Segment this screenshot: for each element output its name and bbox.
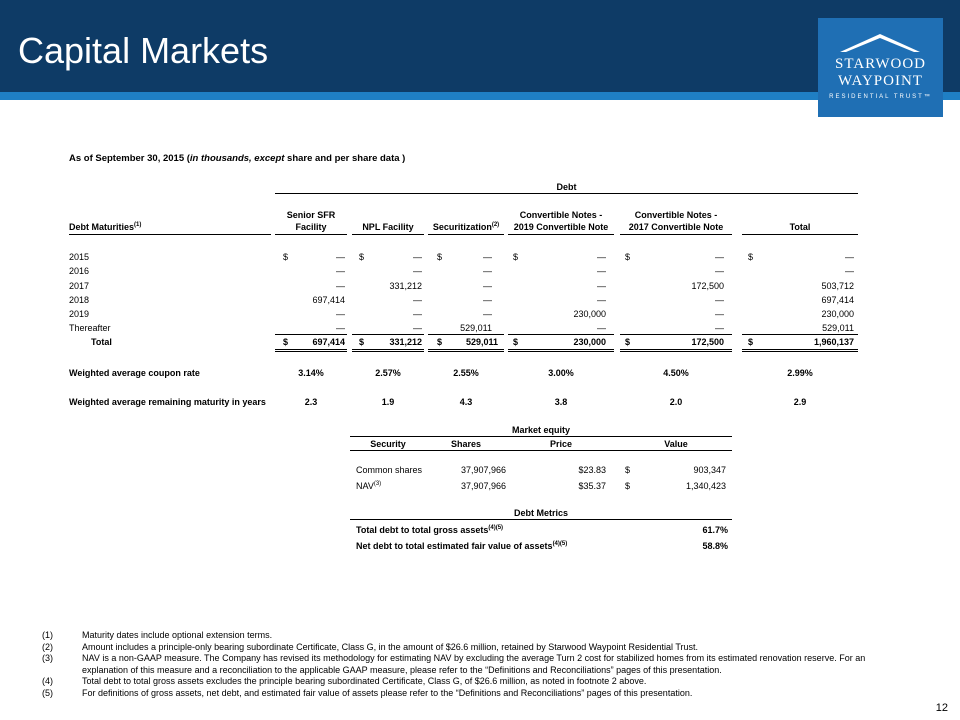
coupon-conv2019: 3.00% — [548, 368, 574, 378]
maturity-total: 2.9 — [793, 397, 807, 407]
currency-sign: $ — [437, 337, 443, 347]
currency-sign: $ — [359, 252, 365, 262]
equity-row-value: 1,340,423 — [685, 481, 726, 491]
debt-metrics-title-rule — [350, 519, 732, 520]
currency-sign: $ — [513, 252, 519, 262]
equity-header-rule — [350, 450, 732, 451]
footnote-text: Maturity dates include optional extension terms. — [82, 630, 273, 640]
footnote-number: (5) — [42, 687, 53, 698]
coupon-conv2017: 4.50% — [663, 368, 689, 378]
cell-2019-conv2019: 230,000 — [573, 309, 606, 319]
currency-sign: $ — [625, 337, 631, 347]
footnote-number: (1) — [42, 630, 53, 640]
col-header-npl: NPL Facility — [362, 222, 414, 232]
header-rule-col2 — [352, 234, 424, 235]
total-rule-col2 — [352, 334, 424, 335]
cell-thereafter-npl: — — [413, 323, 422, 333]
cell-2015-senior: — — [336, 252, 345, 262]
footnote-ref: (4)(5) — [552, 541, 568, 547]
equity-row-price: $35.37 — [578, 481, 606, 491]
footnote-ref: (4)(5) — [488, 525, 504, 531]
debt-maturities-label: Debt Maturities — [69, 222, 135, 232]
col-header-conv2019-line1: Convertible Notes - — [519, 210, 603, 220]
cell-2016-securitization: — — [483, 266, 492, 276]
cell-total-securitization: 529,011 — [465, 337, 498, 347]
total-rule-col5 — [620, 334, 732, 335]
cell-2017-securitization: — — [483, 281, 492, 291]
col-header-conv2017-line1: Convertible Notes - — [634, 210, 718, 220]
footnote — [42, 642, 882, 654]
cell-2019-npl: — — [413, 309, 422, 319]
coupon-total: 2.99% — [787, 368, 813, 378]
logo-line-3: RESIDENTIAL TRUST™ — [829, 94, 932, 100]
metric-label — [356, 541, 567, 551]
maturity-conv2017: 2.0 — [669, 397, 683, 407]
footnote-text: Amount includes a principle-only bearing subordinate Certificate, Class G, in the amount of $26.6 million, retained by Starwood Waypoint Residential Trust. — [82, 641, 698, 652]
row-label-2018: 2018 — [69, 295, 90, 305]
col-header-securitization-sup: (2) — [491, 222, 500, 228]
cell-thereafter-securitization: 529,011 — [460, 323, 492, 333]
cell-2019-total: 230,000 — [821, 309, 854, 319]
total-rule-col6 — [742, 334, 858, 335]
currency-sign: $ — [625, 481, 631, 491]
footnote — [42, 676, 882, 688]
debt-group-header: Debt — [556, 182, 577, 192]
as-of-italic: in thousands, except — [189, 153, 285, 164]
currency-sign: $ — [283, 337, 289, 347]
metric-value: 58.8% — [702, 541, 728, 551]
maturity-npl: 1.9 — [381, 397, 395, 407]
coupon-securitization: 2.55% — [453, 368, 479, 378]
header-rule-col1 — [275, 234, 347, 235]
header-rule-label — [69, 234, 271, 235]
footnote-text: For definitions of gross assets, net debt, and estimated fair value of assets please refer to the “Definitions and Reconciliations” pages of this presentation. — [82, 687, 693, 698]
equity-header-security: Security — [370, 439, 406, 449]
equity-row-security-label: NAV — [356, 481, 374, 491]
equity-header-price: Price — [549, 439, 573, 449]
as-of-mid: share and per share data — [284, 153, 400, 164]
cell-2016-npl: — — [413, 266, 422, 276]
footnote — [42, 688, 882, 700]
as-of-caption — [69, 153, 405, 164]
row-label-2017: 2017 — [69, 281, 90, 291]
equity-row-security — [356, 481, 381, 491]
header-rule-col5 — [620, 234, 732, 235]
cell-thereafter-conv2017: — — [715, 323, 724, 333]
cell-total-total: 1,960,137 — [813, 337, 854, 347]
row-label-2016: 2016 — [69, 266, 90, 276]
logo-line-1: STARWOOD — [835, 56, 926, 72]
cell-2015-npl: — — [413, 252, 422, 262]
row-label-2019: 2019 — [69, 309, 90, 319]
cell-2018-conv2019: — — [597, 295, 606, 305]
footnote-text: NAV is a non-GAAP measure. The Company has revised its methodology for estimating NAV by excluding the average Turn 2 cost for stabilized homes from its estimated renovation reserve. For an explanation of this measure and a reconciliation to the applicable GAAP measure, please refer to the “Definitions and Reconciliations” pages of this presentation. — [82, 653, 866, 675]
row-label-thereafter: Thereafter — [69, 323, 111, 333]
roof-icon — [840, 32, 920, 54]
col-header-conv2017-line2: 2017 Convertible Note — [628, 222, 724, 232]
currency-sign: $ — [625, 252, 631, 262]
total-double-rule-col6 — [742, 349, 858, 352]
cell-2017-conv2017: 172,500 — [691, 281, 724, 291]
col-header-senior-line2: Facility — [295, 222, 327, 232]
debt-maturities-sup: (1) — [134, 222, 142, 228]
col-header-total: Total — [789, 222, 811, 232]
page-title: Capital Markets — [18, 30, 269, 71]
equity-row-value: 903,347 — [693, 465, 726, 475]
footnote-number: (2) — [42, 641, 53, 652]
cell-2018-securitization: — — [483, 295, 492, 305]
cell-2017-npl: 331,212 — [389, 281, 422, 291]
as-of-pre: As of September 30, 2015 ( — [69, 153, 190, 164]
footnote-text: Total debt to total gross assets excludes the principle bearing subordinated Certificate, Class G, of $26.6 million, as noted in footnote 2 above. — [82, 676, 647, 686]
maturity-label: Weighted average remaining maturity in years — [69, 397, 266, 407]
maturity-senior: 2.3 — [304, 397, 318, 407]
currency-sign: $ — [437, 252, 443, 262]
row-label-total: Total — [91, 337, 112, 347]
cell-2018-senior: 697,414 — [312, 295, 345, 305]
footnotes — [42, 630, 882, 699]
cell-total-npl: 331,212 — [389, 337, 422, 347]
cell-2019-securitization: — — [483, 309, 492, 319]
cell-2019-conv2017: — — [715, 309, 724, 319]
coupon-npl: 2.57% — [375, 368, 401, 378]
header-rule-col3 — [428, 234, 504, 235]
total-rule-col3 — [428, 334, 504, 335]
cell-2015-total: — — [845, 252, 854, 262]
cell-2015-conv2017: — — [715, 252, 724, 262]
currency-sign: $ — [359, 337, 365, 347]
total-double-rule-col1 — [275, 349, 347, 352]
cell-total-senior: 697,414 — [312, 337, 345, 347]
cell-thereafter-senior: — — [336, 323, 345, 333]
total-rule-col4 — [508, 334, 614, 335]
currency-sign: $ — [625, 465, 631, 475]
col-header-securitization-label: Securitization — [432, 222, 492, 232]
cell-total-conv2019: 230,000 — [573, 337, 606, 347]
cell-2016-senior: — — [336, 266, 345, 276]
col-header-senior-line1: Senior SFR — [286, 210, 336, 220]
total-double-rule-col5 — [620, 349, 732, 352]
cell-2017-conv2019: — — [597, 281, 606, 291]
debt-maturities-header — [69, 222, 141, 232]
cell-thereafter-conv2019: — — [597, 323, 606, 333]
equity-row-shares: 37,907,966 — [460, 481, 506, 491]
as-of-post: ) — [399, 153, 406, 164]
metric-label-text: Total debt to total gross assets — [356, 525, 489, 535]
equity-header-shares: Shares — [450, 439, 482, 449]
cell-2017-total: 503,712 — [821, 281, 854, 291]
market-equity-title: Market equity — [511, 425, 571, 435]
cell-2016-conv2017: — — [715, 266, 724, 276]
cell-2019-senior: — — [336, 309, 345, 319]
equity-row-security: Common shares — [356, 465, 423, 475]
cell-2016-conv2019: — — [597, 266, 606, 276]
total-double-rule-col4 — [508, 349, 614, 352]
footnote-number: (4) — [42, 676, 53, 686]
cell-2015-securitization: — — [483, 252, 492, 262]
cell-2018-npl: — — [413, 295, 422, 305]
row-label-2015: 2015 — [69, 252, 90, 262]
cell-2018-total: 697,414 — [821, 295, 854, 305]
currency-sign: $ — [513, 337, 519, 347]
currency-sign: $ — [748, 252, 754, 262]
logo-line-2: WAYPOINT — [838, 73, 923, 89]
header-stripe — [0, 92, 960, 100]
col-header-securitization — [428, 222, 504, 232]
maturity-securitization: 4.3 — [459, 397, 473, 407]
cell-2018-conv2017: — — [715, 295, 724, 305]
equity-row-shares: 37,907,966 — [460, 465, 506, 475]
cell-2016-total: — — [845, 266, 854, 276]
footnote — [42, 653, 882, 676]
footnote — [42, 630, 882, 642]
maturity-conv2019: 3.8 — [554, 397, 568, 407]
total-double-rule-col3 — [428, 349, 504, 352]
company-logo — [818, 18, 943, 117]
cell-2017-senior: — — [336, 281, 345, 291]
equity-row-price: $23.83 — [578, 465, 606, 475]
debt-metrics-title: Debt Metrics — [513, 508, 568, 518]
debt-group-rule — [275, 193, 858, 194]
metric-value: 61.7% — [702, 525, 728, 535]
metric-label — [356, 525, 503, 535]
cell-total-conv2017: 172,500 — [691, 337, 724, 347]
currency-sign: $ — [283, 252, 289, 262]
page-number: 12 — [935, 702, 948, 714]
header-rule-col4 — [508, 234, 614, 235]
footnote-number: (3) — [42, 653, 53, 663]
total-rule-col1 — [275, 334, 347, 335]
cell-2015-conv2019: — — [597, 252, 606, 262]
equity-header-value: Value — [664, 439, 688, 449]
market-equity-title-rule — [350, 436, 732, 437]
total-double-rule-col2 — [352, 349, 424, 352]
cell-thereafter-total: 529,011 — [822, 323, 854, 333]
footnote-ref: (3) — [373, 481, 382, 487]
header-rule-col6 — [742, 234, 858, 235]
col-header-conv2019-line2: 2019 Convertible Note — [513, 222, 609, 232]
currency-sign: $ — [748, 337, 754, 347]
metric-label-text: Net debt to total estimated fair value of assets — [356, 541, 553, 551]
coupon-label: Weighted average coupon rate — [69, 368, 200, 378]
coupon-senior: 3.14% — [298, 368, 324, 378]
